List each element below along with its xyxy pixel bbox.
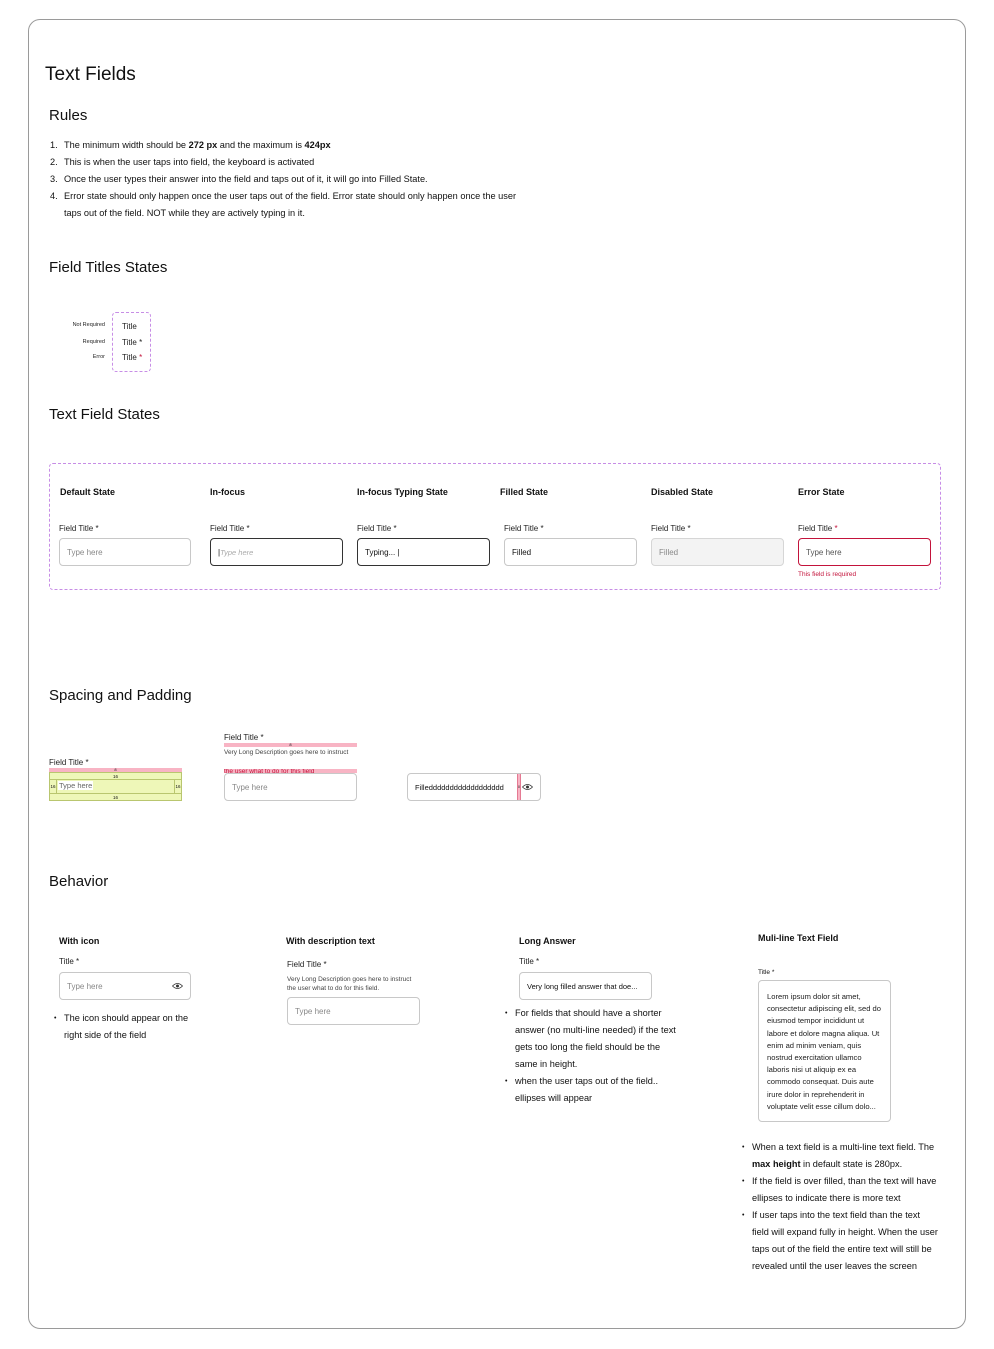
note-item: • when the user taps out of the field.. ellipses will appear [505, 1076, 659, 1103]
disabled-input: Filled [651, 538, 784, 566]
state-title-error: Error State [798, 487, 845, 497]
field-title: Field Title * [504, 524, 544, 533]
desc-overflow-marker: the user what to do for this field [224, 769, 357, 773]
field-title-error: Field Title * [798, 524, 838, 533]
spacing-heading: Spacing and Padding [49, 687, 192, 704]
typing-input[interactable]: Typing... | [357, 538, 490, 566]
behavior-heading: Behavior [49, 873, 109, 890]
icon-gap-marker: 8 [517, 774, 521, 800]
in-focus-input[interactable]: | Type here [210, 538, 343, 566]
state-title-default: Default State [60, 487, 116, 497]
padding-bottom-marker: 16 [50, 793, 181, 800]
note-item: • The icon should appear on the right side of the field [54, 1013, 189, 1040]
with-desc-input[interactable]: Type here [287, 997, 420, 1025]
rule-item: 4. Error state should only happen once the user taps out of the field. Error state should only happen once the user taps out of the field. NOT while they are actively typing in it. [50, 191, 517, 218]
title-required: Title * [122, 338, 143, 347]
padding-placeholder: Type here [59, 781, 93, 790]
title-error: Title * [122, 353, 143, 362]
padding-top-marker: 16 [50, 773, 181, 780]
note-item: • When a text field is a multi-line text field. The max height in default state is 280px. [742, 1142, 935, 1169]
multiline-field-title: Title * [758, 969, 775, 976]
field-titles-heading: Field Titles States [49, 259, 168, 276]
spacing-desc-input[interactable]: Type here [224, 773, 357, 801]
note-item: • If the field is over filled, than the text will have ellipses to indicate there is more text [742, 1176, 937, 1203]
field-title: Field Title * [210, 524, 250, 533]
spacing-description: Very Long Description goes here to instruct [224, 749, 349, 756]
rule-item: 2. This is when the user taps into field, the keyboard is activated [50, 157, 315, 167]
error-input[interactable]: Type here [798, 538, 931, 566]
spacing-field-title: Field Title * [49, 758, 89, 767]
long-answer-input[interactable]: Very long filled answer that doe... [519, 972, 652, 1000]
page-title: Text Fields [45, 64, 136, 85]
state-title-typing: In-focus Typing State [357, 487, 448, 497]
with-icon-input[interactable]: Type here [59, 972, 191, 1000]
multiline-textarea[interactable]: Lorem ipsum dolor sit amet, consectetur adipiscing elit, sed do eiusmod tempor incididunt ut labore et dolore magna aliqua. Ut enim ad minim veniam, quis nostrud exercitation ullamco laboris nisi ut aliquip ex ea commodo consequat. Duis aute irure dolor in reprehenderit in voluptate velit esse cillum dolo... [758, 980, 891, 1122]
default-state-input[interactable]: Type here [59, 538, 191, 566]
field-title: Field Title * [651, 524, 691, 533]
padding-left-marker: 16 [50, 780, 57, 793]
note-item: • If user taps into the text field than the text field will expand fully in height. When the user taps out of the field the entire text will still be revealed until the user leaves the screen [742, 1210, 938, 1271]
note-item: • For fields that should have a shorter answer (no multi-line needed) if the text gets too long the field should be the same in height. [505, 1008, 676, 1069]
title-label-not-required: Not Required [72, 322, 105, 328]
multiline-notes [742, 1139, 938, 1275]
with-desc-field-title: Field Title * [287, 960, 327, 969]
spacing-icon-input[interactable]: Filledddddddddddddddddd 8 [407, 773, 541, 801]
state-title-in-focus: In-focus [210, 487, 245, 497]
error-message: This field is required [798, 571, 857, 578]
eye-icon[interactable] [172, 983, 183, 990]
title-label-error: Error [92, 354, 105, 360]
long-answer-notes [505, 1005, 677, 1107]
rules-heading: Rules [49, 107, 88, 124]
field-title: Field Title * [59, 524, 99, 533]
with-icon-field-title: Title * [59, 957, 80, 966]
filled-input[interactable]: Filled [504, 538, 637, 566]
with-icon-notes [54, 1010, 202, 1044]
long-answer-title: Long Answer [519, 936, 576, 946]
state-title-filled: Filled State [500, 487, 549, 497]
field-title: Field Title * [357, 524, 397, 533]
rule-item: 3. Once the user types their answer into the field and taps out of it, it will go into Filled State. [50, 174, 428, 184]
text-field-states-heading: Text Field States [49, 406, 160, 423]
multiline-title: Muli-line Text Field [758, 933, 839, 943]
long-answer-field-title: Title * [519, 957, 540, 966]
with-icon-title: With icon [59, 936, 100, 946]
state-title-disabled: Disabled State [651, 487, 714, 497]
with-desc-description: Very Long Description goes here to instruct the user what to do for this field. [287, 976, 412, 992]
padding-diagram [49, 772, 182, 801]
desc-gap-marker: 8 [224, 743, 357, 747]
eye-icon[interactable] [522, 784, 533, 791]
spacing-desc-field-title: Field Title * [224, 733, 264, 742]
title-label-required: Required [82, 339, 105, 345]
spacing-gap-marker: 8 [49, 768, 182, 772]
title-not-required: Title [122, 322, 137, 331]
rules-list [50, 137, 530, 222]
padding-right-marker: 16 [174, 780, 181, 793]
rule-item: 1. The minimum width should be 272 px and the maximum is 424px [50, 140, 331, 150]
with-desc-title: With description text [286, 936, 375, 946]
